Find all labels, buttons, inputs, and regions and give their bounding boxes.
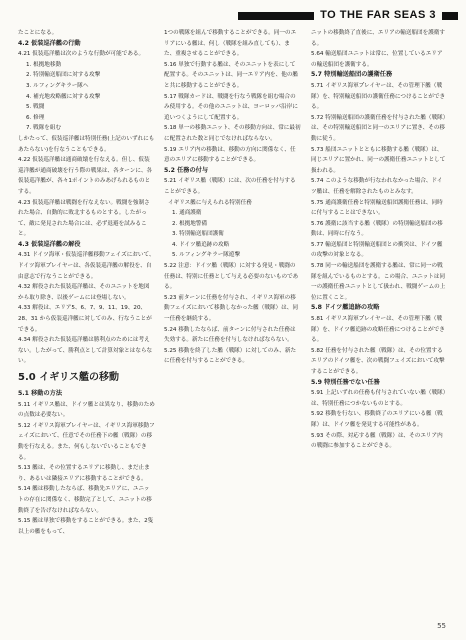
column-1	[18, 28, 155, 537]
paragraph: 5.21 イギリス艦（戦隊）には、次の任務を付与することができる。	[164, 178, 296, 195]
paragraph: 5.74 このような移動が行なわれなかった場合、ドイツ艦は、任務を解除されたものとみなす。	[311, 178, 443, 195]
header-title: TO THE FAR SEAS 3	[314, 6, 442, 24]
paragraph: 5.82 任務を付与された艦（戦隊）は、その位置するエリアのドイツ艦を、次の戦闘フェイズにおいて攻撃することができる。	[311, 347, 445, 375]
section-heading: 5.1 移動の方法	[18, 390, 63, 397]
section-heading: 4.2 仮装巡洋艦の行動	[18, 39, 81, 47]
paragraph: 5.19 エリア内の移動は、移動の方向に関係なく、任意のエリアに移動することができる。	[164, 146, 296, 164]
paragraph: 5.16 単独で行動する艦は、そのユニットを表にして配置する。そのユニットは、同一エリア内を、他の艦と共に移動することができる。	[164, 61, 299, 89]
section-heading: 5.9 特別任務でない任務	[311, 378, 380, 386]
paragraph: 4.23 仮装巡洋艦は戦闘を行なえない。戦闘を強制された場合、自動的に敗北するものとする。したがって、敵に発見された場合には、必ず退避を試みること。	[18, 199, 150, 238]
list-item: 1. 根拠地移動	[26, 61, 62, 68]
paragraph: 5.22 注意：ドイツ艦（戦隊）に対する発見・戦闘の任務は、特別に任務として与える必要のないものである。	[164, 263, 299, 291]
paragraph: 5.76 護衛に該当する艦（戦隊）の特別輸送船団の移動は、同時に行なう。	[311, 220, 443, 238]
paragraph: 5.17 戦隊カードは、戦闘を行なう戦隊を組む場合のみ使用する。その他のユニットは、ヨーロッパ沿岸に追いつくようにして配置する。	[164, 93, 298, 121]
list-item: 5. 戦闘	[26, 104, 45, 111]
list-item: 1. 通商護衛	[172, 210, 202, 217]
paragraph: 5.11 イギリス艦は、ドイツ艦とは異なり、移動のための点数は必要ない。	[18, 401, 155, 419]
paragraph: 5.73 船団ユニットとともに移動する艦（戦隊）は、同じエリアに置かれ、同一の護衛任務ユニットとして扱われる。	[311, 146, 446, 174]
column-3	[311, 28, 448, 452]
list-item: 7. 戦隊を組む	[26, 125, 62, 132]
paragraph: 5.77 輸送船団と特別輸送船団との衝突は、ドイツ艦の攻撃の対象となる。	[311, 241, 443, 259]
paragraph: 5.91 上記いずれの任務も付与されていない艦（戦隊）は、特別任務につかないものとする。	[311, 390, 446, 407]
section-heading: 5.8 ドイツ艦追跡の攻略	[311, 304, 380, 312]
section-heading: 5.2 任務の付与	[164, 166, 209, 174]
paragraph: ニットの移動終了直後に、エリアの輸送船団を護衛する。	[311, 30, 446, 47]
section-heading: 5.7 特別輸送船団の護衛任務	[311, 71, 393, 79]
list-caption: イギリス艦に与えられる特別任務	[168, 199, 252, 206]
list-item: 4. 補充地攻略艦に対する攻撃	[26, 93, 101, 100]
paragraph: 4.31 ドイツ海軍・仮装巡洋艦移動フェイズにおいて、ドイツ海軍プレイヤーは、各仮装巡洋艦の解役を、自由意志で行なうことができる。	[18, 252, 155, 280]
list-item: 2. 根拠地警備	[172, 220, 208, 227]
paragraph: 5.23 前ターンに任務を付与され、イギリス海軍の移動フェイズにおいて移動しなかった艦（戦隊）は、同一任務を継続する。	[164, 294, 298, 323]
paragraph: 5.72 特別輸送船団の護衛任務を付与された艦（戦隊）は、その特別輸送船団と同一のエリアに置き、その移動に従う。	[311, 114, 446, 142]
paragraph: 4.21 仮装巡洋艦は次のような行動が可能である。	[18, 51, 145, 58]
page-number: 55	[437, 622, 446, 630]
paragraph: 5.15 艦は単独で移動をすることができる。また、2隻以上の艦をもって、	[18, 518, 154, 535]
paragraph: たことになる。	[18, 30, 58, 36]
section-heading: 4.3 仮装巡洋艦の解役	[18, 240, 81, 248]
column-2	[164, 28, 301, 367]
list-item: 2. 特別輸送船団に対する攻撃	[26, 72, 101, 79]
paragraph: 4.32 解役された仮装巡洋艦は、そのユニットを地図から取り除き、以後ゲームには登場しない。	[18, 284, 150, 301]
paragraph: 4.22 仮装巡洋艦は通商破壊を行なえる。但し、仮装巡洋艦が通商破壊を行う際の戦果は、各ターンに、各仮装巡洋艦が、各々1ポイントのみあげられるものとする。	[18, 157, 153, 195]
paragraph: 5.81 イギリス海軍プレイヤーは、その管理下艦（戦隊）を、ドイツ艦追跡の攻略任務につけることができる。	[311, 316, 445, 344]
list-item: 5. ルフィングキラー隊遊撃	[172, 252, 241, 259]
paragraph: 5.25 移動を終了した艦（戦隊）に対してのみ、新たに任務を付与することができる。	[164, 347, 297, 365]
list-item: 4. ドイツ艦追跡の攻略	[172, 241, 230, 248]
paragraph: 4.33 解役は、エリア5、6、7、9、11、19、20、28、31 から仮装巡洋艦に対してのみ、行なうことができる。	[18, 305, 152, 333]
paragraph: 5.92 移動を行ない、移動終了のエリアにいる艦（戦隊）は、ドイツ艦を発見する可能性がある。	[311, 411, 443, 428]
list-item: 3. 特別輸送船団護衛	[172, 231, 224, 238]
paragraph: しかたって、仮装巡洋艦は特別任務(上記のいずれにもあたらない)を行なうこともできる。	[18, 135, 155, 153]
list-item: 3. ルフィングキラー隊へ	[26, 82, 89, 89]
paragraph: 5.13 艦は、その位置するエリアに移動し、まだ止まり、あるいは隣接エリアに移動することができる。	[18, 465, 150, 482]
paragraph: 1つの戦隊を組んで移動することができる。同一のエリアにいる艦は、何し（戦隊を組み直しても）、また、重複させることができる。	[164, 30, 297, 58]
paragraph: 5.71 イギリス海軍プレイヤーは、その管理下艦（戦隊）を、特別輸送船団の護衛任務につけることができる。	[311, 82, 446, 111]
paragraph: 5.75 通商護衛任務と特別輸送船団護衛任務は、同時に付与することはできない。	[311, 199, 443, 217]
page-header	[0, 0, 466, 30]
paragraph: 4.34 解役された仮装巡洋艦は勝利点のためには考えない。したがって、勝利点として計算対象とはならない。	[18, 337, 153, 365]
list-item: 6. 修理	[26, 114, 45, 121]
chapter-heading: 5.0 イギリス艦の移動	[18, 372, 119, 383]
paragraph: 5.18 単一の移動ユニット、その移動方向は、常に最初に配置された数と同じでなければならない。	[164, 125, 301, 142]
paragraph: 5.14 艦は移動したならば、移動先エリアに、ユニットの存在に関係なく、移動完了として、ユニットの移動終了を告げなければならない。	[18, 486, 152, 514]
paragraph: 5.93 その際、対応する艦（戦隊）は、そのエリア内の戦闘に参加することができる。	[311, 432, 443, 450]
paragraph: 5.24 移動したならば、前ターンに付与された任務は失効する。新たに任務を付与しなければならない。	[164, 326, 296, 344]
paragraph: 5.78 同一の輸送船団を護衛する艦は、常に同一の戦隊を組んでいるものとする。この場合、ユニットは同一の護衛任務ユニットとして扱われ、戦闘ゲームの上位に置くこと。	[311, 263, 446, 301]
paragraph: 5.64 輸送船団ユニットは常に、位置しているエリアの輸送船団を護衛する。	[311, 51, 443, 68]
paragraph: 5.12 イギリス海軍プレイヤーは、イギリス海軍移動フェイズにおいて、任意でその任務下の艦（戦隊）の移動を行なえる。また、何もしないでいることもできる。	[18, 422, 155, 461]
